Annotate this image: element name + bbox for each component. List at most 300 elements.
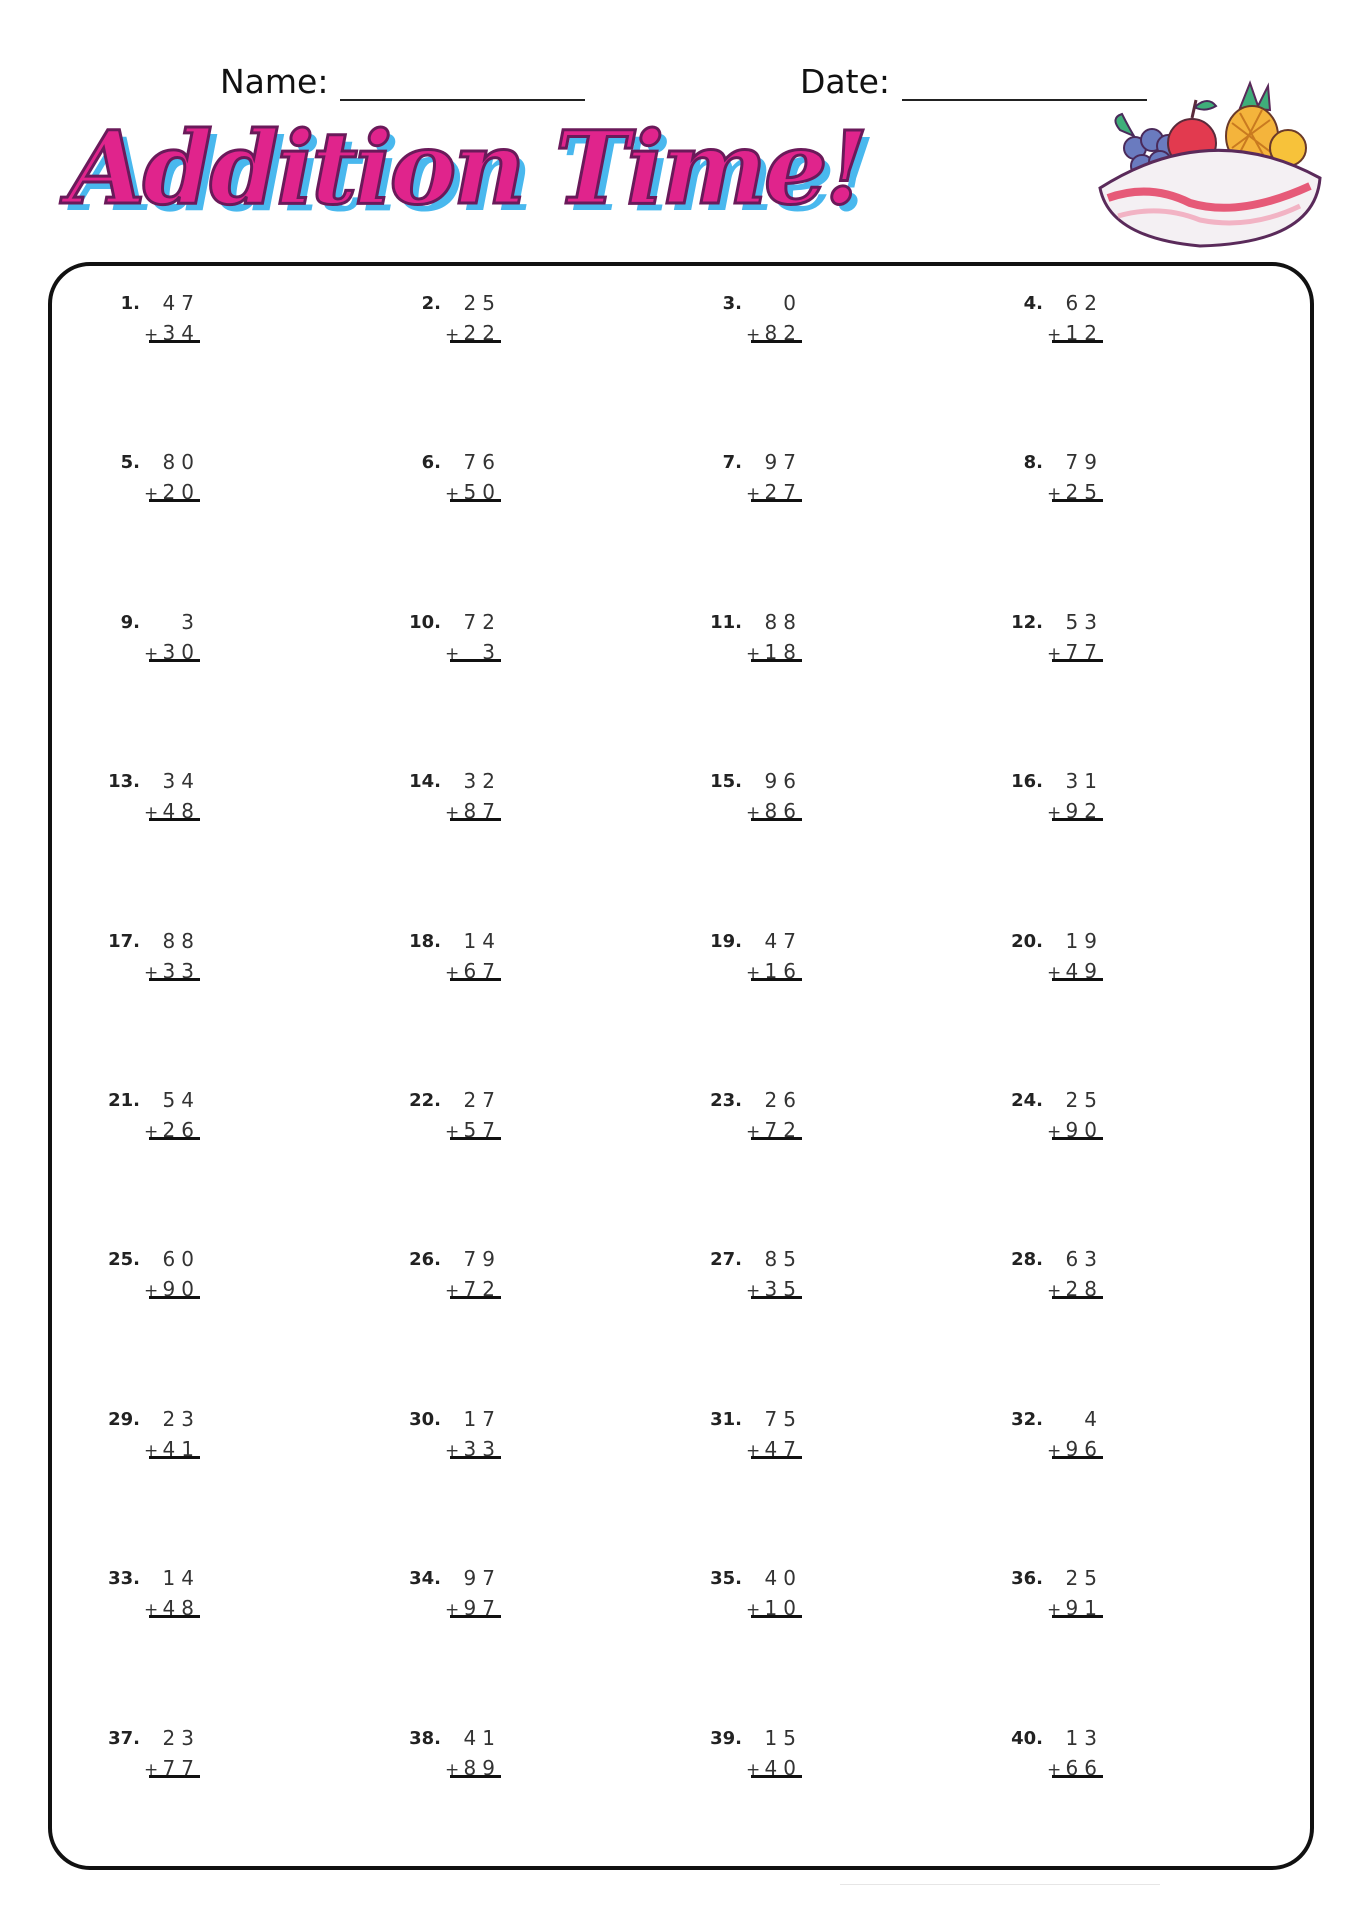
answer-line[interactable] (450, 818, 501, 821)
problem-number: 38. (409, 1727, 441, 1749)
plus-sign: + (746, 643, 761, 664)
problem-bottom-row (702, 1756, 802, 1786)
addend-bottom: 35 (764, 1277, 802, 1302)
addend-bottom: 72 (764, 1118, 802, 1142)
problem-number: 34. (409, 1568, 441, 1590)
addition-problem (100, 929, 200, 989)
plus-sign: + (746, 962, 761, 983)
problem-top-row (401, 1088, 501, 1118)
addend-top: 79 (1065, 450, 1103, 475)
problem-number: 37. (108, 1727, 140, 1749)
problem-number: 26. (409, 1249, 441, 1271)
addend-bottom: 22 (463, 321, 501, 345)
problem-bottom-row (1003, 1118, 1103, 1148)
addition-problem (401, 1566, 501, 1626)
problem-number: 14. (409, 771, 441, 793)
plus-sign: + (445, 484, 460, 505)
problem-number: 21. (108, 1090, 140, 1111)
problem-bottom-row (1003, 1756, 1103, 1786)
addend-top: 13 (1065, 1725, 1103, 1750)
addition-problem (1003, 769, 1103, 829)
plus-sign: + (746, 1759, 761, 1780)
answer-line[interactable] (751, 978, 802, 981)
problem-top-row (401, 1407, 501, 1437)
problem-top-row (1003, 610, 1103, 640)
problem-bottom-row (401, 480, 501, 510)
footer-divider (840, 1884, 1160, 1885)
addition-problem (100, 1247, 200, 1307)
addend-top: 96 (764, 769, 802, 794)
addend-bottom: 33 (463, 1436, 501, 1461)
answer-line[interactable] (1052, 659, 1103, 662)
date-label: Date: (800, 62, 890, 101)
plus-sign: + (445, 1440, 460, 1461)
answer-line[interactable] (149, 1456, 200, 1459)
answer-line[interactable] (450, 1615, 501, 1618)
addend-bottom: 40 (764, 1755, 802, 1780)
problem-number: 39. (710, 1727, 742, 1749)
addition-problem (702, 1247, 802, 1307)
addend-top: 47 (162, 291, 200, 315)
problem-top-row (702, 1247, 802, 1277)
addend-top: 60 (162, 1247, 200, 1272)
answer-line[interactable] (450, 499, 501, 502)
addend-bottom: 28 (1065, 1277, 1103, 1302)
problem-top-row (100, 1726, 200, 1756)
problem-bottom-row (1003, 799, 1103, 829)
addend-top: 62 (1065, 291, 1103, 315)
plus-sign: + (144, 1759, 159, 1780)
plus-sign: + (1047, 643, 1062, 664)
addend-bottom: 91 (1065, 1596, 1103, 1621)
problem-number: 36. (1011, 1568, 1043, 1590)
addition-problem (702, 1407, 802, 1467)
problem-top-row (401, 1247, 501, 1277)
answer-line[interactable] (149, 1137, 200, 1140)
problem-bottom-row (401, 640, 501, 670)
problem-top-row (100, 769, 200, 799)
problem-number: 24. (1011, 1090, 1043, 1111)
plus-sign: + (445, 1281, 460, 1302)
problem-bottom-row (401, 799, 501, 829)
problem-top-row (1003, 450, 1103, 480)
answer-line[interactable] (450, 659, 501, 662)
problem-top-row (100, 1407, 200, 1437)
addend-bottom: 90 (162, 1277, 200, 1302)
answer-line[interactable] (1052, 818, 1103, 821)
addend-bottom: 10 (764, 1596, 802, 1621)
problem-bottom-row (401, 1277, 501, 1307)
plus-sign: + (746, 484, 761, 505)
addend-top: 41 (463, 1725, 501, 1750)
answer-line[interactable] (1052, 1456, 1103, 1459)
problem-number: 18. (409, 930, 441, 952)
plus-sign: + (1047, 1600, 1062, 1621)
problem-top-row (100, 450, 200, 480)
plus-sign: + (445, 962, 460, 983)
answer-line[interactable] (751, 1775, 802, 1778)
problem-bottom-row (401, 321, 501, 351)
plus-sign: + (1047, 1759, 1062, 1780)
problem-number: 20. (1011, 930, 1043, 952)
addend-bottom: 16 (764, 958, 802, 983)
addend-top: 23 (162, 1406, 200, 1431)
problem-bottom-row (702, 480, 802, 510)
answer-line[interactable] (1052, 978, 1103, 981)
addend-top: 72 (463, 609, 501, 634)
problem-top-row (100, 929, 200, 959)
plus-sign: + (445, 643, 460, 664)
problem-number: 6. (421, 452, 441, 474)
problem-bottom-row (1003, 640, 1103, 670)
addend-bottom: 25 (1065, 480, 1103, 505)
addend-bottom: 34 (162, 321, 200, 345)
problem-top-row (702, 929, 802, 959)
plus-sign: + (1047, 325, 1062, 345)
addend-top: 25 (1065, 1088, 1103, 1112)
plus-sign: + (144, 1440, 159, 1461)
answer-line[interactable] (1052, 1296, 1103, 1299)
problem-top-row (702, 1726, 802, 1756)
plus-sign: + (746, 1440, 761, 1461)
answer-line[interactable] (450, 978, 501, 981)
answer-line[interactable] (450, 1456, 501, 1459)
answer-line[interactable] (149, 340, 200, 343)
problem-top-row (401, 450, 501, 480)
plus-sign: + (1047, 803, 1062, 824)
problem-top-row (1003, 291, 1103, 321)
addend-bottom: 66 (1065, 1755, 1103, 1780)
problem-bottom-row (1003, 1596, 1103, 1626)
addend-top: 53 (1065, 609, 1103, 634)
problem-top-row (702, 1407, 802, 1437)
addend-bottom: 18 (764, 639, 802, 664)
problem-top-row (100, 1088, 200, 1118)
addition-problem (702, 769, 802, 829)
addition-problem (1003, 1566, 1103, 1626)
name-field[interactable] (220, 62, 585, 101)
answer-line[interactable] (450, 340, 501, 343)
problem-number: 29. (108, 1408, 140, 1430)
addition-problem (401, 929, 501, 989)
addition-problem (1003, 929, 1103, 989)
addend-bottom: 47 (764, 1436, 802, 1461)
problem-top-row (100, 610, 200, 640)
problem-bottom-row (702, 640, 802, 670)
addend-top: 0 (783, 291, 802, 315)
problem-number: 28. (1011, 1249, 1043, 1271)
plus-sign: + (144, 325, 159, 345)
addend-top: 4 (1084, 1406, 1103, 1431)
plus-sign: + (1047, 962, 1062, 983)
answer-line[interactable] (751, 1296, 802, 1299)
problem-bottom-row (100, 321, 200, 351)
answer-line[interactable] (149, 818, 200, 821)
addition-problem (1003, 450, 1103, 510)
addition-problem (100, 450, 200, 510)
problem-number: 11. (710, 611, 742, 633)
problem-number: 4. (1023, 293, 1043, 314)
addend-bottom: 77 (1065, 639, 1103, 664)
addend-top: 27 (463, 1088, 501, 1112)
addition-problem (401, 450, 501, 510)
addition-problem (100, 291, 200, 351)
problem-number: 12. (1011, 611, 1043, 633)
problem-top-row (401, 1566, 501, 1596)
addition-problem (100, 610, 200, 670)
problem-bottom-row (100, 640, 200, 670)
problem-bottom-row (702, 321, 802, 351)
addend-bottom: 48 (162, 1596, 200, 1621)
problem-bottom-row (100, 480, 200, 510)
problem-bottom-row (401, 1118, 501, 1148)
addend-top: 47 (764, 928, 802, 953)
problem-number: 35. (710, 1568, 742, 1590)
problem-number: 33. (108, 1568, 140, 1590)
addition-problem (1003, 291, 1103, 351)
problem-top-row (401, 1726, 501, 1756)
problem-number: 13. (108, 771, 140, 793)
addend-top: 14 (162, 1566, 200, 1591)
problem-bottom-row (401, 1437, 501, 1467)
answer-line[interactable] (1052, 1137, 1103, 1140)
addend-bottom: 48 (162, 799, 200, 824)
answer-line[interactable] (1052, 1775, 1103, 1778)
plus-sign: + (144, 1122, 159, 1142)
problem-top-row (702, 450, 802, 480)
problem-bottom-row (100, 1437, 200, 1467)
addend-bottom: 97 (463, 1596, 501, 1621)
addend-top: 76 (463, 450, 501, 475)
addend-top: 25 (463, 291, 501, 315)
addend-bottom: 30 (162, 639, 200, 664)
addend-top: 80 (162, 450, 200, 475)
problem-number: 25. (108, 1249, 140, 1271)
answer-line[interactable] (450, 1137, 501, 1140)
plus-sign: + (746, 325, 761, 345)
addition-problem (401, 1726, 501, 1786)
problem-bottom-row (401, 1596, 501, 1626)
answer-line[interactable] (751, 1615, 802, 1618)
plus-sign: + (445, 803, 460, 824)
addend-bottom: 89 (463, 1755, 501, 1780)
answer-line[interactable] (751, 340, 802, 343)
problem-bottom-row (100, 1118, 200, 1148)
addend-top: 79 (463, 1247, 501, 1272)
addend-top: 54 (162, 1088, 200, 1112)
answer-line[interactable] (149, 1296, 200, 1299)
answer-line[interactable] (751, 659, 802, 662)
problem-top-row (702, 291, 802, 321)
answer-line[interactable] (751, 1456, 802, 1459)
addend-bottom: 41 (162, 1436, 200, 1461)
answer-line[interactable] (751, 499, 802, 502)
problem-number: 23. (710, 1090, 742, 1111)
addition-problem (702, 1088, 802, 1148)
problem-bottom-row (1003, 1277, 1103, 1307)
problem-number: 27. (710, 1249, 742, 1271)
addition-problem (100, 1566, 200, 1626)
problem-top-row (401, 929, 501, 959)
problem-top-row (702, 769, 802, 799)
problem-bottom-row (100, 799, 200, 829)
problem-top-row (100, 1566, 200, 1596)
addition-problem (100, 769, 200, 829)
problem-bottom-row (100, 1596, 200, 1626)
addend-bottom: 87 (463, 799, 501, 824)
plus-sign: + (144, 962, 159, 983)
addition-problem (401, 1407, 501, 1467)
problem-top-row (100, 291, 200, 321)
plus-sign: + (144, 803, 159, 824)
problem-bottom-row (702, 959, 802, 989)
addition-problem (100, 1407, 200, 1467)
addend-bottom: 72 (463, 1277, 501, 1302)
problem-bottom-row (401, 959, 501, 989)
problem-bottom-row (702, 1118, 802, 1148)
plus-sign: + (144, 484, 159, 505)
problem-number: 5. (120, 452, 140, 474)
problem-bottom-row (702, 799, 802, 829)
addend-top: 88 (764, 609, 802, 634)
problem-bottom-row (100, 1277, 200, 1307)
problem-top-row (100, 1247, 200, 1277)
problem-bottom-row (1003, 480, 1103, 510)
addend-bottom: 33 (162, 958, 200, 983)
addend-top: 97 (463, 1566, 501, 1591)
problem-top-row (702, 1088, 802, 1118)
plus-sign: + (144, 1600, 159, 1621)
plus-sign: + (746, 1122, 761, 1142)
addition-problem (702, 610, 802, 670)
problem-top-row (401, 769, 501, 799)
addend-top: 34 (162, 769, 200, 794)
plus-sign: + (144, 643, 159, 664)
addend-bottom: 26 (162, 1118, 200, 1142)
problem-number: 19. (710, 930, 742, 952)
addend-top: 19 (1065, 928, 1103, 953)
answer-line[interactable] (149, 659, 200, 662)
problem-top-row (1003, 1726, 1103, 1756)
problem-number: 1. (120, 293, 140, 314)
answer-line[interactable] (450, 1775, 501, 1778)
addend-bottom: 27 (764, 480, 802, 505)
plus-sign: + (1047, 1281, 1062, 1302)
addend-bottom: 67 (463, 958, 501, 983)
answer-line[interactable] (149, 1775, 200, 1778)
problem-top-row (702, 610, 802, 640)
problem-number: 30. (409, 1408, 441, 1430)
answer-line[interactable] (751, 818, 802, 821)
problems-panel (48, 262, 1314, 1870)
problem-bottom-row (100, 1756, 200, 1786)
addend-bottom: 77 (162, 1755, 200, 1780)
answer-line[interactable] (751, 1137, 802, 1140)
addition-problem (702, 929, 802, 989)
problem-bottom-row (100, 959, 200, 989)
problem-number: 16. (1011, 771, 1043, 793)
plus-sign: + (445, 1122, 460, 1142)
addend-top: 31 (1065, 769, 1103, 794)
plus-sign: + (1047, 484, 1062, 505)
problem-top-row (1003, 769, 1103, 799)
answer-line[interactable] (450, 1296, 501, 1299)
addend-bottom: 12 (1065, 321, 1103, 345)
addend-bottom: 82 (764, 321, 802, 345)
addition-problem (401, 1247, 501, 1307)
answer-line[interactable] (149, 499, 200, 502)
addition-problem (401, 610, 501, 670)
addition-problem (401, 769, 501, 829)
problem-number: 9. (120, 611, 140, 633)
problem-top-row (1003, 929, 1103, 959)
addition-problem (401, 291, 501, 351)
problem-bottom-row (702, 1596, 802, 1626)
problem-bottom-row (401, 1756, 501, 1786)
addition-problem (1003, 1088, 1103, 1148)
plus-sign: + (746, 803, 761, 824)
problem-bottom-row (1003, 959, 1103, 989)
plus-sign: + (1047, 1440, 1062, 1461)
addition-problem (1003, 1726, 1103, 1786)
plus-sign: + (746, 1281, 761, 1302)
problem-number: 2. (421, 293, 441, 314)
problem-top-row (1003, 1247, 1103, 1277)
addend-bottom: 50 (463, 480, 501, 505)
problem-top-row (401, 291, 501, 321)
addition-problem (1003, 1247, 1103, 1307)
addend-bottom: 20 (162, 480, 200, 505)
answer-line[interactable] (1052, 499, 1103, 502)
plus-sign: + (144, 1281, 159, 1302)
plus-sign: + (445, 325, 460, 345)
addend-top: 23 (162, 1725, 200, 1750)
addend-bottom: 86 (764, 799, 802, 824)
fruit-bowl-icon (1090, 78, 1330, 253)
answer-line[interactable] (149, 1615, 200, 1618)
problem-number: 31. (710, 1408, 742, 1430)
answer-line[interactable] (1052, 340, 1103, 343)
addend-top: 15 (764, 1725, 802, 1750)
addend-top: 26 (764, 1088, 802, 1112)
addend-top: 75 (764, 1406, 802, 1431)
addend-bottom: 49 (1065, 958, 1103, 983)
problem-top-row (1003, 1407, 1103, 1437)
addend-top: 3 (181, 609, 200, 634)
problem-number: 32. (1011, 1408, 1043, 1430)
problem-number: 40. (1011, 1727, 1043, 1749)
answer-line[interactable] (1052, 1615, 1103, 1618)
name-blank-line[interactable] (340, 63, 585, 101)
addition-problem (702, 291, 802, 351)
addition-problem (401, 1088, 501, 1148)
problem-number: 7. (722, 452, 742, 474)
plus-sign: + (1047, 1122, 1062, 1142)
problem-top-row (1003, 1088, 1103, 1118)
addend-top: 97 (764, 450, 802, 475)
plus-sign: + (445, 1600, 460, 1621)
addition-problem (100, 1726, 200, 1786)
problem-bottom-row (1003, 1437, 1103, 1467)
addend-top: 88 (162, 928, 200, 953)
plus-sign: + (746, 1600, 761, 1621)
addition-problem (100, 1088, 200, 1148)
addition-problem (702, 1726, 802, 1786)
addition-problem (1003, 1407, 1103, 1467)
addend-bottom: 96 (1065, 1436, 1103, 1461)
answer-line[interactable] (149, 978, 200, 981)
addend-top: 63 (1065, 1247, 1103, 1272)
